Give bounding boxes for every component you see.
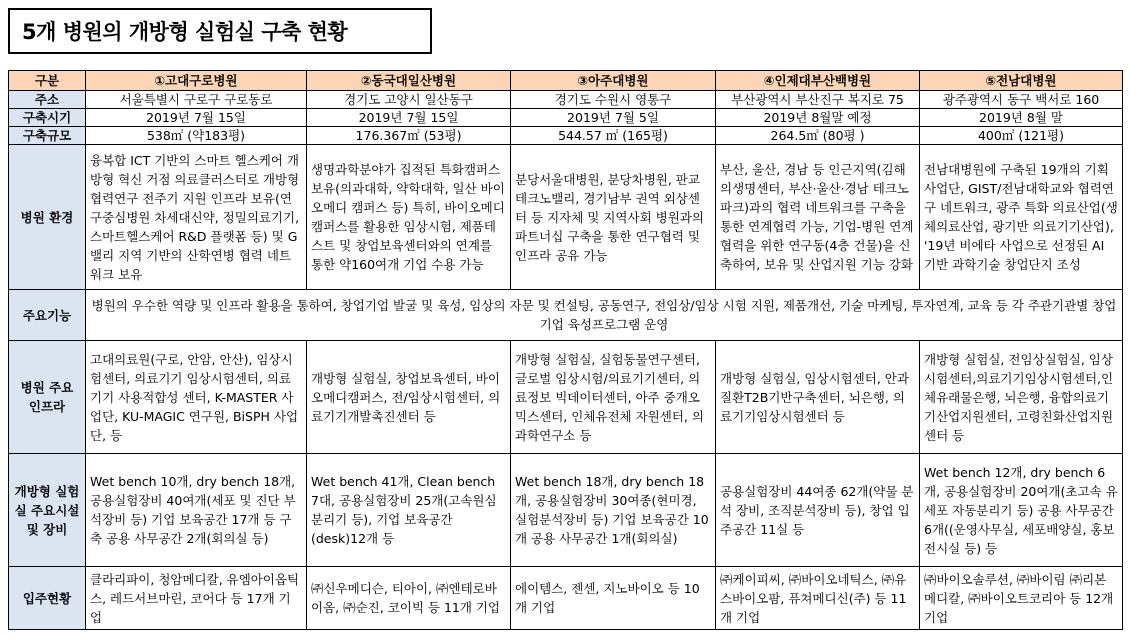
page-title: 5개 병원의 개방형 실험실 구축 현황 [8,8,432,54]
row-label-tenants: 입주현황 [9,567,86,630]
size-cell: 176.367㎡ (53평) [307,127,511,145]
row-label-size: 구축규모 [9,127,86,145]
size-cell: 538㎡ (약183평) [86,127,307,145]
header-hospital-3: ③아주대병원 [511,71,716,91]
address-cell: 서울특별시 구로구 구로동로 [86,91,307,109]
address-cell: 경기도 수원시 영통구 [511,91,716,109]
environment-cell: 생명과학분야가 집적된 특화캠퍼스 보유(의과대학, 약학대학, 일산 바이오메디 캠퍼스 등) 특히, 바이오메디캠퍼스를 활용한 임상시험, 제품테스트 및 창업보육센터와의 연계를 통한 약160여개 기업 수용 가능 [307,145,511,290]
size-cell: 264.5㎡ (80평 ) [716,127,920,145]
environment-cell: 융복합 ICT 기반의 스마트 헬스케어 개방형 혁신 거점 의료클러스터로 개방형 협력연구 전주기 지원 인프라 보유(연구중심병원 차세대신약, 정밀의료기기, 스마트헬스케어 R&D 플랫폼 등) 및 G밸리 지역 기반의 산학연병 협력 네트워크 보유 [86,145,307,290]
lab-cell: Wet bench 41개, Clean bench 7대, 공용실험장비 25개(고속원심분리기 등), 기업 보육공간(desk)12개 등 [307,454,511,567]
tenants-cell: 클라리파이, 청암메디칼, 유엠아이옵틱스, 레드서브마린, 코어다 등 17개 기업 [86,567,307,630]
size-cell: 544.57 ㎡ (165평) [511,127,716,145]
date-cell: 2019년 7월 15일 [86,109,307,127]
header-hospital-1: ①고대구로병원 [86,71,307,91]
lab-cell: Wet bench 18개, dry bench 18개, 공용실험장비 30여종(현미경, 실험분석장비 등) 기업 보육공간 10개 공용 사무공간 1개(회의실) [511,454,716,567]
tenants-cell: ㈜신우메디슨, 티아이, ㈜엔테로바이옴, ㈜순진, 코이빅 등 11개 기업 [307,567,511,630]
infra-cell: 고대의료원(구로, 안암, 안산), 임상시험센터, 의료기기 임상시험센터, 의료기기 사용적합성 센터, K-MASTER 사업단, KU-MAGIC 연구원, BiSPH 사업단, 등 [86,341,307,454]
header-category: 구분 [9,71,86,91]
environment-cell: 부산, 울산, 경남 등 인근지역(김해의생명센터, 부산·울산·경남 테크노파크)과의 협력 네트워크를 구축을 통한 연계협력 가능, 기업-병원 연계협력을 위한 연구동(4층 건물)을 신축하여, 보유 및 산업지원 기능 강화 [716,145,920,290]
size-cell: 400㎡ (121평) [920,127,1123,145]
date-cell: 2019년 7월 15일 [307,109,511,127]
table-row-address [9,91,1123,109]
infra-cell: 개방형 실험실, 창업보육센터, 바이오메디캠퍼스, 전/임상시험센터, 의료기기개발촉진센터 등 [307,341,511,454]
environment-cell: 분당서울대병원, 분당차병원, 판교테크노밸리, 경기남부 권역 외상센터 등 지자체 및 지역사회 병원과의 파트너십 구축을 통한 연구협력 및 인프라 공유 가능 [511,145,716,290]
date-cell: 2019년 8월 말 [920,109,1123,127]
tenants-cell: ㈜바이오솔루션, ㈜바이림 ㈜리본메디칼, ㈜바이오트코리아 등 12개 기업 [920,567,1123,630]
lab-cell: Wet bench 10개, dry bench 18개, 공용실험장비 40여개(세포 및 진단 부석장비 등) 기업 보육공간 17개 등 구축 공용 사무공간 2개(회의실 등) [86,454,307,567]
row-label-function: 주요기능 [9,290,86,341]
table-row-environment [9,145,1123,290]
environment-cell: 전남대병원에 구축된 19개의 기획사업단, GIST/전남대학교와 협력연구 네트워크, 광주 특화 의료산업(생체의료산업, 광기반 의료기기산업), '19년 비에타 사업으로 선정된 AI 기반 과학기술 창업단지 조성 [920,145,1123,290]
address-cell: 부산광역시 부산진구 복지로 75 [716,91,920,109]
table-row-function [9,290,1123,341]
row-label-lab: 개방형 실험실 주요시설 및 장비 [9,454,86,567]
lab-cell: 공용실험장비 44여종 62개(약물 분석 장비, 조직분석장비 등), 창업 입주공간 11실 등 [716,454,920,567]
table-row-infra [9,341,1123,454]
table-header-row [9,71,1123,91]
header-hospital-4: ④인제대부산백병원 [716,71,920,91]
date-cell: 2019년 7월 5일 [511,109,716,127]
tenants-cell: ㈜케이피씨, ㈜바이오네틱스, ㈜유스바이오팜, 퓨쳐메디신(주) 등 11개 기업 [716,567,920,630]
row-label-environment: 병원 환경 [9,145,86,290]
lab-cell: Wet bench 12개, dry bench 6개, 공용실험장비 20여개(초고속 유세포 자동분리기 등) 공용 사무공간 6개((운영사무실, 세포배양실, 홍보전시실 등) 등 [920,454,1123,567]
header-hospital-2: ②동국대일산병원 [307,71,511,91]
infra-cell: 개방형 실험실, 임상시험센터, 안과질환T2B기반구축센터, 뇌은행, 의료기기임상시험센터 등 [716,341,920,454]
table-row-size [9,127,1123,145]
tenants-cell: 에이템스, 젠센, 지노바이오 등 10개 기업 [511,567,716,630]
address-cell: 경기도 고양시 일산동구 [307,91,511,109]
row-label-infra: 병원 주요 인프라 [9,341,86,454]
address-cell: 광주광역시 동구 백서로 160 [920,91,1123,109]
header-hospital-5: ⑤전남대병원 [920,71,1123,91]
table-row-lab [9,454,1123,567]
table-row-tenants [9,567,1123,630]
row-label-date: 구축시기 [9,109,86,127]
function-cell: 병원의 우수한 역량 및 인프라 활용을 통하여, 창업기업 발굴 및 육성, 임상의 자문 및 컨설팅, 공동연구, 전임상/임상 시험 지원, 제품개선, 기술 마케팅, 투자연계, 교육 등 각 주관기관별 창업기업 육성프로그램 운영 [86,290,1123,341]
infra-cell: 개방형 실험실, 실험동물연구센터, 글로벌 임상시험/의료기기센터, 의료정보 빅데이터센터, 아주 중개오믹스센터, 인체유전체 자원센터, 의과학연구소 등 [511,341,716,454]
row-label-address: 주소 [9,91,86,109]
status-table [8,70,1123,630]
infra-cell: 개방형 실험실, 전임상실험실, 임상시험센터,의료기기임상시험센터,인체유래물은행, 뇌은행, 융합의료기기산업지원센터, 고령친화산업지원센터 등 [920,341,1123,454]
table-row-date [9,109,1123,127]
date-cell: 2019년 8월말 예정 [716,109,920,127]
